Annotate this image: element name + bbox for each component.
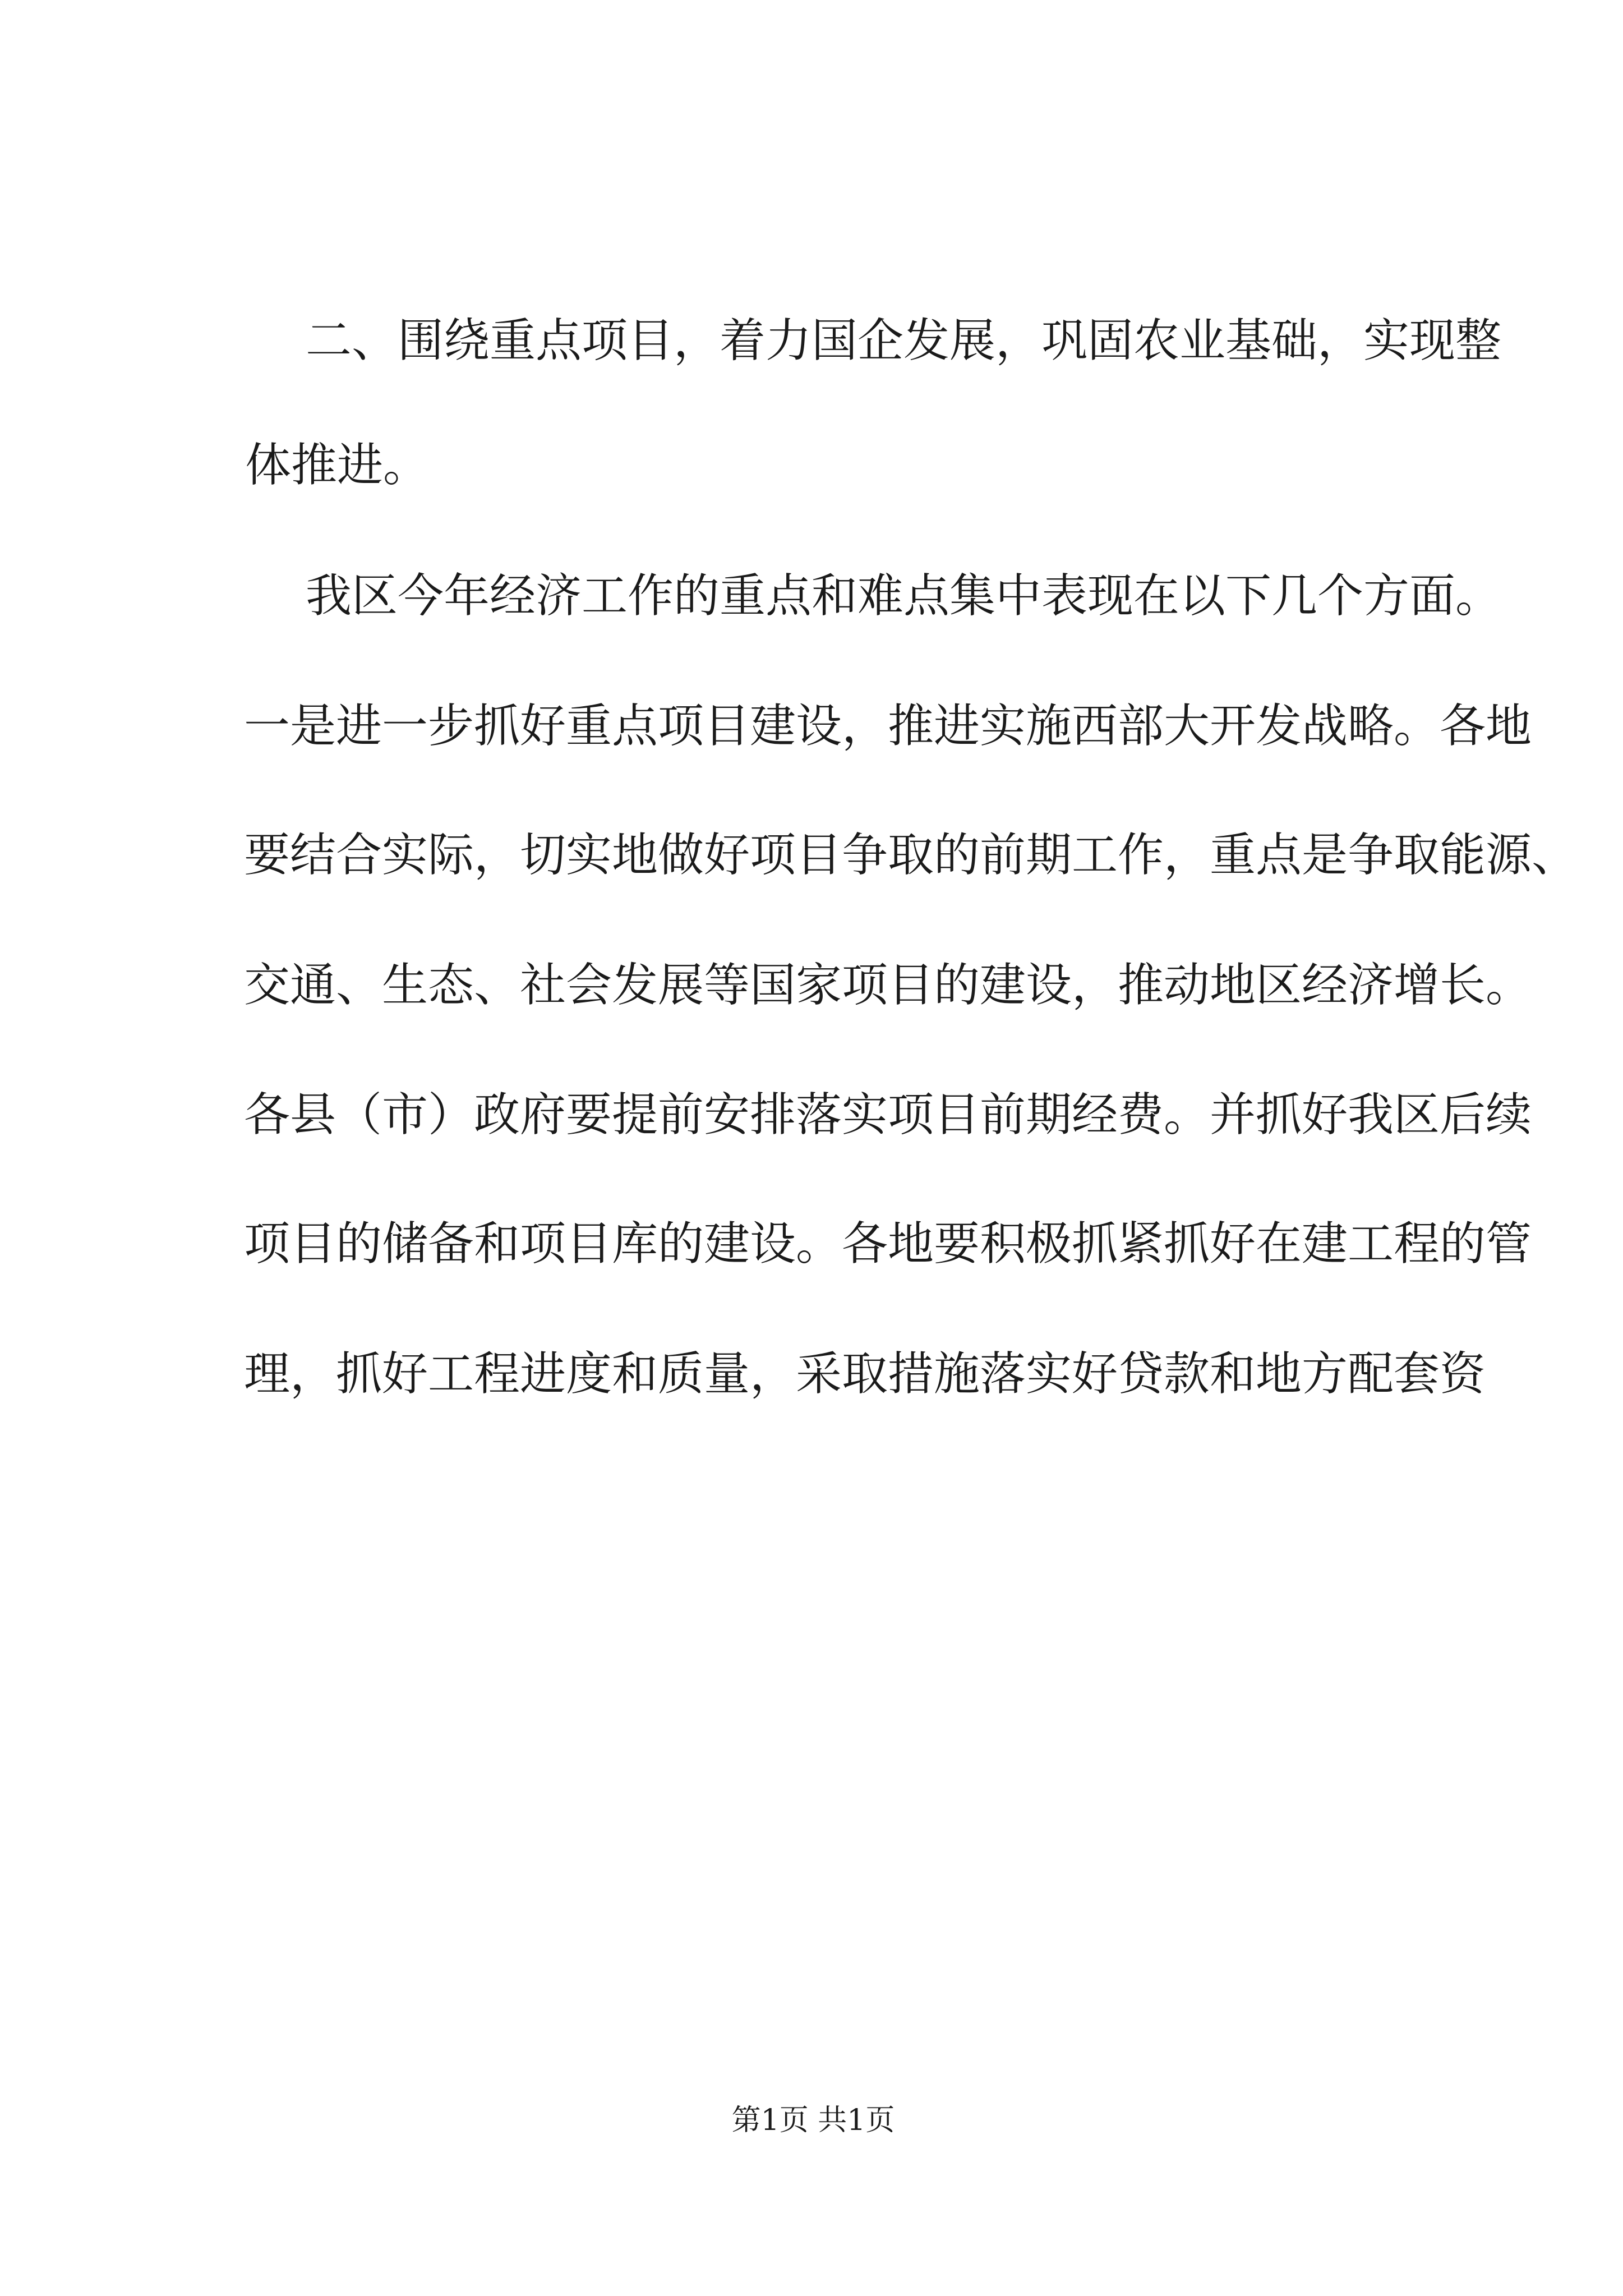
paragraph-line: 一是进一步抓好重点项目建设，推进实施西部大开发战略。各地 [244, 700, 1532, 753]
paragraph-line: 二、围绕重点项目，着力国企发展，巩固农业基础，实现整 [306, 314, 1502, 367]
paragraph-line: 理，抓好工程进度和质量，采取措施落实好贷款和地方配套资 [244, 1347, 1486, 1401]
paragraph-line: 交通、生态、社会发展等国家项目的建设，推动地区经济增长。 [244, 959, 1532, 1012]
paragraph-line: 要结合实际，切实地做好项目争取的前期工作，重点是争取能源、 [244, 829, 1578, 882]
paragraph-line: 项目的储备和项目库的建设。各地要积极抓紧抓好在建工程的管 [244, 1217, 1532, 1271]
paragraph-line [244, 1465, 1270, 1544]
paragraph-line: 我区今年经济工作的重点和难点集中表现在以下几个方面。 [306, 569, 1502, 623]
paragraph-line: 各县（市）政府要提前安排落实项目前期经费。并抓好我区后续 [244, 1088, 1532, 1142]
page-number-footer: 第1页 共1页 [731, 2104, 895, 2137]
paragraph-line: 体推进。 [245, 439, 430, 492]
